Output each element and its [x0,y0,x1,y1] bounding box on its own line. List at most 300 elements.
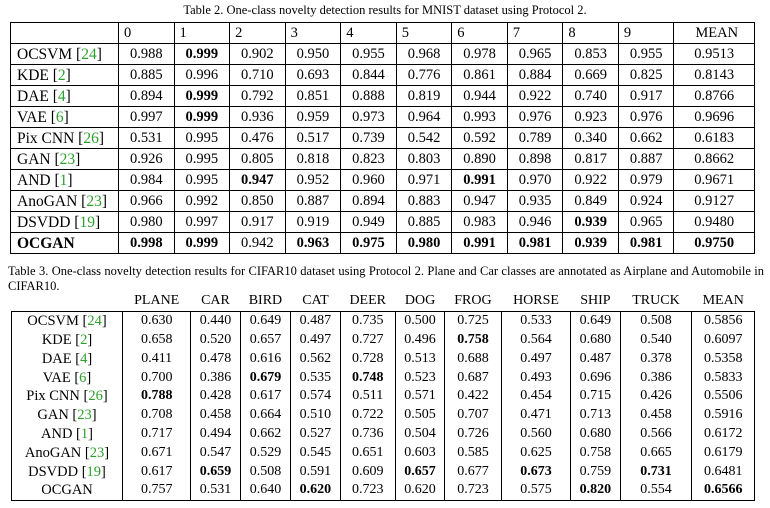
table-row [11,149,755,170]
cell-value: 0.6566 [703,482,743,498]
cell-value: 0.991 [463,171,496,188]
cell-value: 0.983 [463,213,496,230]
table-row [12,311,755,330]
cell-value: 0.923 [574,108,607,125]
cell-value: 0.884 [518,66,552,83]
cell-value: 0.988 [129,45,163,62]
column-header: 8 [563,23,619,44]
cell-value: 0.939 [574,234,607,251]
column-header: FROG [454,293,492,309]
table-cell [396,191,452,212]
table-row [11,107,755,128]
column-header: 3 [285,23,341,44]
cell-value: 0.853 [574,45,607,62]
table-cell [340,331,395,350]
method-name: GAN [37,407,69,424]
table3-header-row [12,292,755,311]
table-cell [563,107,619,128]
cell-value: 0.8766 [694,87,735,104]
column-header: CAR [201,293,230,309]
table-cell [119,191,175,212]
method-name: AnoGAN [24,444,82,461]
table-cell [445,311,502,330]
cell-value: 0.997 [185,213,219,230]
cell-value: 0.511 [352,388,384,404]
table-cell [563,191,619,212]
table-cell [395,311,444,330]
table-cell [174,107,230,128]
cell-value: 0.966 [129,192,163,209]
cell-value: 0.740 [574,87,607,104]
table-cell [285,212,341,233]
table-cell [452,128,508,149]
column-header [12,292,123,311]
table-cell [563,212,619,233]
table-row [11,128,755,149]
row-label: KDE [2] [12,331,123,350]
table-cell [396,128,452,149]
table-cell [674,86,755,107]
cell-value: 0.944 [463,87,496,104]
table-row [11,212,755,233]
cell-value: 0.651 [351,444,384,460]
row-label: VAE [6] [11,107,119,128]
column-header: PLANE [134,293,180,309]
table-cell [445,425,502,444]
column-header: DOG [404,293,436,309]
table-cell [174,44,230,65]
cell-value: 0.603 [404,444,436,460]
table-cell [507,86,563,107]
cell-value: 0.497 [520,350,552,366]
cell-value: 0.922 [518,87,552,104]
citation-number: 23 [89,444,105,461]
cell-value: 0.991 [463,234,496,251]
method-name: Pix CNN [17,129,75,147]
table-cell [119,107,175,128]
method-name: KDE [17,66,49,84]
table-cell [563,65,619,86]
table-cell [395,425,444,444]
table-cell [174,149,230,170]
cell-value: 0.885 [407,213,441,230]
row-label: VAE [6] [12,368,123,387]
cell-value: 0.942 [241,234,274,251]
table-cell [291,462,340,481]
table-cell [452,149,508,170]
citation-number: 19 [86,463,102,480]
cell-value: 0.890 [463,150,496,167]
citation-number: 4 [80,350,88,367]
table-cell [285,149,341,170]
cell-value: 0.726 [457,425,489,441]
table-cell [445,481,502,500]
cell-value: 0.5358 [703,350,743,366]
table-cell [445,406,502,425]
table-cell [692,311,755,330]
cell-value: 0.788 [140,388,173,404]
table-cell [692,331,755,350]
table-cell [618,44,674,65]
table-cell [620,349,692,368]
row-label: AND [1] [12,425,123,444]
cell-value: 0.664 [249,407,282,423]
row-label: Pix CNN [26] [11,128,119,149]
table-row [11,86,755,107]
method-name: KDE [41,331,72,348]
citation-number: 23 [59,150,76,168]
cell-value: 0.971 [407,171,441,188]
table-cell [571,349,620,368]
table-cell [452,233,508,254]
table-cell [618,65,674,86]
cell-value: 0.887 [629,150,663,167]
cell-value: 0.9750 [694,234,735,251]
table-cell [620,406,692,425]
cell-value: 0.996 [185,66,219,83]
table-cell [240,425,291,444]
table-cell [174,86,230,107]
cell-value: 0.428 [199,388,232,404]
row-label: DSVDD [19] [11,212,119,233]
table-cell [396,233,452,254]
cell-value: 0.888 [352,87,385,104]
cell-value: 0.995 [185,150,219,167]
cell-value: 0.998 [129,234,163,251]
table-cell [674,107,755,128]
table-cell [692,349,755,368]
method-name: DAE [17,87,49,105]
citation-number: 26 [88,388,103,405]
cell-value: 0.723 [351,482,384,498]
cell-value: 0.680 [579,425,612,441]
table-cell [291,425,340,444]
table-cell [674,128,755,149]
table-cell [191,406,240,425]
table-row [12,443,755,462]
table-cell [123,443,191,462]
table-row [11,65,755,86]
table2-caption: Table 2. One-class novelty detection results for MNIST dataset using Protocol 2. [183,3,587,17]
table-cell [618,107,674,128]
table-cell [571,331,620,350]
table-cell [452,191,508,212]
table-cell [240,443,291,462]
table-row [12,387,755,406]
table-row [12,406,755,425]
cell-value: 0.5916 [703,407,743,423]
table-cell [563,233,619,254]
table-cell [563,44,619,65]
table-cell [123,425,191,444]
cell-value: 0.378 [640,350,672,366]
table-cell [501,368,571,387]
table-cell [123,331,191,350]
cell-value: 0.999 [185,45,219,62]
cell-value: 0.340 [574,129,607,146]
cell-value: 0.999 [185,87,219,104]
column-header: 9 [618,23,674,44]
cell-value: 0.898 [518,150,552,167]
table-cell [191,387,240,406]
citation-number: 4 [57,87,66,105]
cell-value: 0.554 [640,482,672,498]
table-cell [174,128,230,149]
cell-value: 0.625 [520,444,552,460]
cell-value: 0.725 [457,313,489,329]
cell-value: 0.736 [351,425,384,441]
cell-value: 0.973 [352,108,385,125]
table-cell [123,481,191,500]
table-cell [501,425,571,444]
cell-value: 0.935 [518,192,552,209]
cell-value: 0.500 [404,313,436,329]
table-cell [285,44,341,65]
cell-value: 0.487 [579,350,612,366]
column-header: 4 [341,23,397,44]
cell-value: 0.458 [640,407,672,423]
cell-value: 0.609 [351,463,384,479]
method-name: OCSVM [27,313,79,330]
table-cell [395,406,444,425]
cell-value: 0.731 [640,463,672,479]
table-cell [191,481,240,500]
table-cell [692,368,755,387]
cell-value: 0.422 [457,388,489,404]
table-cell [452,170,508,191]
row-label: Pix CNN [26] [12,387,123,406]
table-cell [119,149,175,170]
cell-value: 0.5506 [703,388,743,404]
table-cell [174,170,230,191]
table-cell [240,387,291,406]
table-cell [291,331,340,350]
table-cell [341,149,397,170]
cell-value: 0.630 [140,313,173,329]
table-row [11,233,755,254]
table-cell [174,212,230,233]
table-cell [674,191,755,212]
cell-value: 0.995 [185,129,219,146]
cell-value: 0.728 [351,350,384,366]
table-cell [230,107,286,128]
cell-value: 0.520 [199,331,232,347]
table-cell [230,149,286,170]
cell-value: 0.649 [249,313,282,329]
table-row [12,481,755,500]
table-cell [341,170,397,191]
table-cell [395,462,444,481]
cell-value: 0.883 [407,192,441,209]
cell-value: 0.758 [579,444,612,460]
column-header: TRUCK [632,293,680,309]
table-cell [119,44,175,65]
cell-value: 0.979 [629,171,663,188]
table-cell [618,191,674,212]
method-name: OCGAN [41,482,93,499]
cell-value: 0.617 [140,463,173,479]
table-cell [571,481,620,500]
cell-value: 0.562 [299,350,332,366]
table-cell [341,191,397,212]
cell-value: 0.662 [629,129,663,146]
table-cell [341,65,397,86]
table-cell [571,311,620,330]
table-cell [563,128,619,149]
cell-value: 0.6172 [703,425,743,441]
method-name: Pix CNN [26,388,80,405]
method-name: OCGAN [17,234,75,252]
cell-value: 0.487 [299,313,332,329]
cell-value: 0.547 [199,444,232,460]
table-cell [285,107,341,128]
table-cell [285,86,341,107]
cell-value: 0.919 [296,213,330,230]
table-cell [291,311,340,330]
cell-value: 0.9513 [694,45,735,62]
cell-value: 0.8143 [694,66,735,83]
cell-value: 0.693 [296,66,330,83]
table-cell [240,331,291,350]
cell-value: 0.950 [296,45,330,62]
column-header [11,23,119,44]
cell-value: 0.708 [140,407,173,423]
table-cell [501,462,571,481]
table-cell [618,149,674,170]
table-cell [285,233,341,254]
row-label [12,481,123,500]
table-cell [674,65,755,86]
table-cell [674,170,755,191]
table-cell [340,406,395,425]
cell-value: 0.566 [640,425,672,441]
table-cell [240,406,291,425]
method-name: DAE [41,350,72,367]
table-cell [563,86,619,107]
cell-value: 0.757 [140,482,173,498]
cell-value: 0.9696 [694,108,735,125]
table-cell [340,349,395,368]
cell-value: 0.6179 [703,444,743,460]
row-label: OCSVM [24] [11,44,119,65]
cell-value: 0.861 [463,66,496,83]
cell-value: 0.964 [407,108,441,125]
table-row [12,425,755,444]
cell-value: 0.571 [404,388,436,404]
cell-value: 0.992 [185,192,219,209]
cell-value: 0.789 [518,129,552,146]
cell-value: 0.999 [185,108,219,125]
cell-value: 0.411 [141,350,173,366]
cell-value: 0.679 [249,369,282,385]
cell-value: 0.659 [199,463,232,479]
table-cell [692,481,755,500]
cell-value: 0.965 [629,213,663,230]
row-label: AnoGAN [23] [11,191,119,212]
cell-value: 0.894 [352,192,385,209]
cell-value: 0.496 [404,331,436,347]
method-name: GAN [17,150,51,168]
citation-number: 2 [57,66,66,84]
row-label: DAE [4] [12,349,123,368]
cell-value: 0.936 [241,108,274,125]
table-cell [191,349,240,368]
table-cell [674,212,755,233]
cell-value: 0.947 [241,171,274,188]
cell-value: 0.677 [457,463,489,479]
cell-value: 0.959 [296,108,330,125]
table-cell [230,65,286,86]
cell-value: 0.471 [520,407,552,423]
row-label: KDE [2] [11,65,119,86]
table-cell [674,149,755,170]
cell-value: 0.458 [199,407,232,423]
cell-value: 0.649 [579,313,612,329]
citation-number: 1 [59,171,68,189]
cell-value: 0.9480 [694,213,735,230]
column-header: MEAN [702,293,744,309]
table-cell [571,462,620,481]
table-cell [674,44,755,65]
cell-value: 0.946 [518,213,552,230]
table-cell [571,368,620,387]
cell-value: 0.885 [129,66,163,83]
table-cell [620,368,692,387]
cell-value: 0.851 [296,87,330,104]
column-header: BIRD [248,293,283,309]
cell-value: 0.981 [629,234,663,251]
table-cell [445,368,502,387]
cell-value: 0.6183 [694,129,735,146]
table-cell [571,425,620,444]
row-label: AND [1] [11,170,119,191]
table-cell [230,44,286,65]
cell-value: 0.575 [520,482,552,498]
cell-value: 0.493 [520,369,552,385]
column-header: CAT [302,293,329,309]
cell-value: 0.926 [129,150,163,167]
cell-value: 0.805 [241,150,274,167]
citation-number: 19 [79,213,95,231]
cell-value: 0.984 [129,171,163,188]
cell-value: 0.939 [574,213,607,230]
cell-value: 0.542 [407,129,441,146]
cell-value: 0.617 [249,388,282,404]
table-cell [230,191,286,212]
cell-value: 0.426 [640,388,672,404]
table-cell [396,212,452,233]
table-cell [341,212,397,233]
column-header: 2 [230,23,286,44]
citation-number: 24 [87,313,102,330]
table-cell [291,387,340,406]
cell-value: 0.531 [199,482,232,498]
cell-value: 0.922 [574,171,607,188]
cell-value: 0.717 [140,425,173,441]
cell-value: 0.955 [629,45,663,62]
table-cell [240,481,291,500]
cell-value: 0.671 [140,444,173,460]
table-cell [452,212,508,233]
table-cell [395,331,444,350]
table-cell [174,65,230,86]
table-cell [674,233,755,254]
table-cell [340,425,395,444]
table-cell [340,311,395,330]
cell-value: 0.894 [129,87,163,104]
cell-value: 0.844 [352,66,385,83]
cell-value: 0.980 [407,234,441,251]
